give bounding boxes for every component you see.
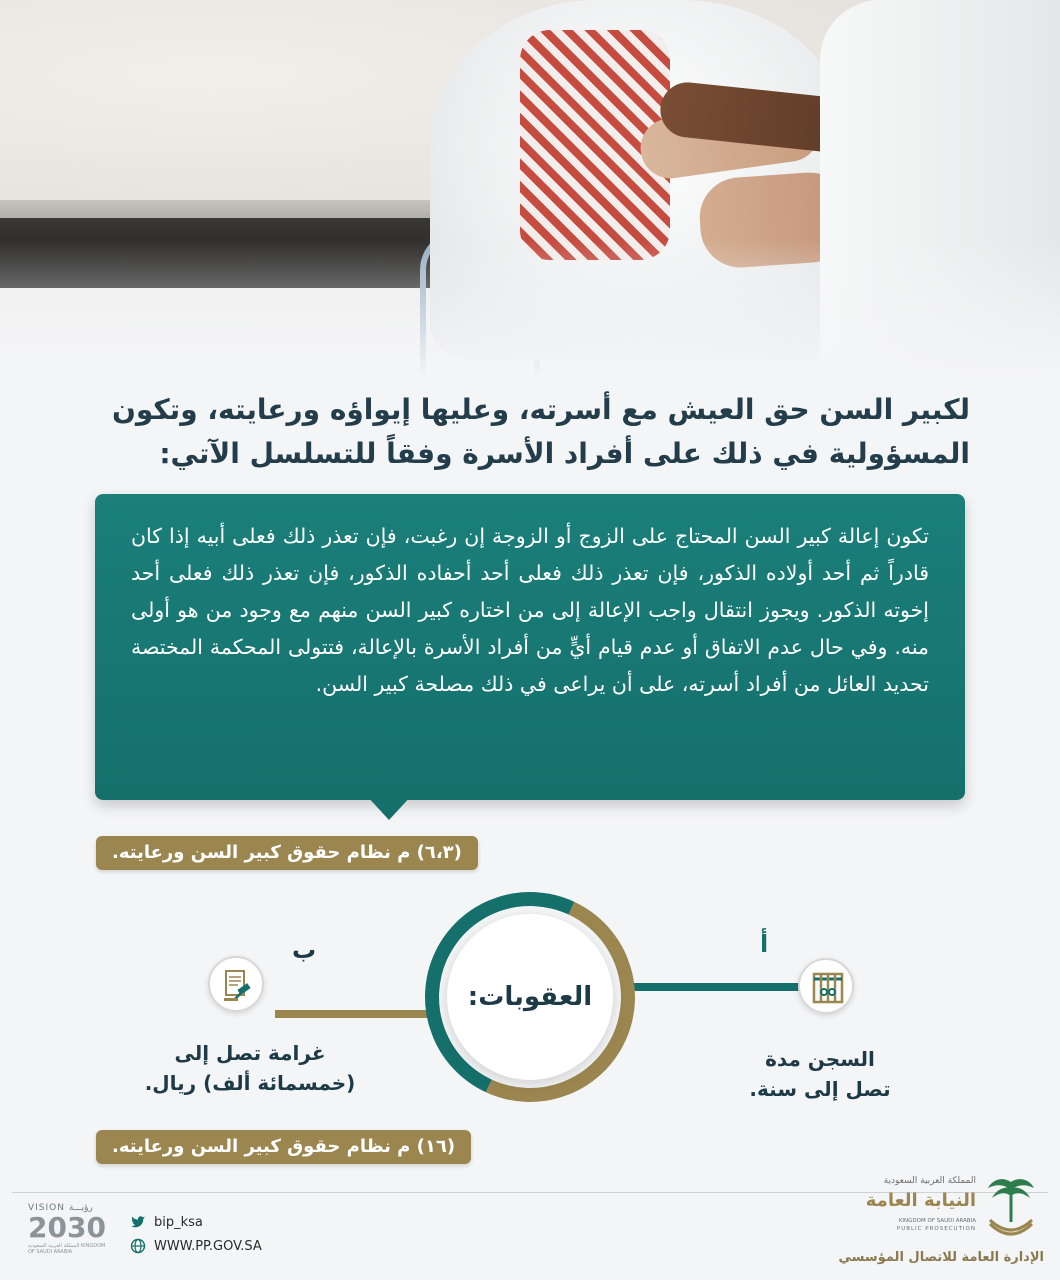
palm-swords-emblem-icon <box>980 1174 1042 1244</box>
prison-bars-icon <box>798 958 854 1014</box>
vision-subtitle: المملكة العربية السعودية KINGDOM OF SAUDI ARABIA <box>28 1243 106 1255</box>
hero-photo <box>0 0 1060 380</box>
twitter-contact[interactable] <box>130 1214 203 1230</box>
twitter-icon <box>130 1214 146 1230</box>
logo-kingdom-en: KINGDOM OF SAUDI ARABIA <box>898 1218 976 1224</box>
penalty-b-line-2: (خمسمائة ألف) ريال. <box>144 1071 356 1095</box>
penalty-a-line-1: السجن مدة <box>765 1047 875 1071</box>
logo-name-ar: النيابة العامة <box>865 1190 976 1211</box>
penalties-diagram <box>0 880 1060 1110</box>
citation-badge-1: (٦،٣) م نظام حقوق كبير السن ورعايته. <box>96 836 478 870</box>
citation-badge-2: (١٦) م نظام حقوق كبير السن ورعايته. <box>96 1130 471 1164</box>
website-contact[interactable] <box>130 1238 262 1254</box>
penalty-a-line-2: تصل إلى سنة. <box>749 1077 891 1101</box>
card-body-text: تكون إعالة كبير السن المحتاج على الزوج أو الزوجة إن رغبت، فإن تعذر ذلك فعلى أبيه إذا كان قادراً ثم أحد أولاده الذكور، فإن تعذر ذلك فعلى أحد أحفاده الذكور، فإن تعذر ذلك فعلى أحد إخوته الذكور. ويجوز انتقال واجب الإعالة إلى من اختاره كبير السن منهم مع وجود من هو أولى منه. وفي حال عدم الاتفاق أو عدم قيام أيٍّ من أفراد الأسرة بالإعالة، فتتولى المحكمة المختصة تحديد العائل من أفراد أسرته، على أن يراعى في ذلك مصلحة كبير السن. <box>131 524 929 696</box>
headline-line-1: لكبير السن حق العيش مع أسرته، وعليها إيواؤه ورعايته، وتكون <box>111 393 970 426</box>
logo-kingdom-ar: المملكة العربية السعودية <box>883 1176 976 1186</box>
text-card <box>95 494 965 800</box>
penalty-a-letter: أ <box>760 930 769 958</box>
twitter-handle: bip_ksa <box>154 1214 203 1230</box>
globe-icon <box>130 1238 146 1254</box>
penalty-b-caption <box>120 1038 380 1098</box>
logo-department: الإدارة العامة للاتصال المؤسسي <box>838 1250 1044 1265</box>
vision-arabic-label: رؤيـــة <box>68 1203 93 1213</box>
gavel-document-icon <box>208 956 264 1012</box>
penalty-a-caption <box>720 1044 920 1104</box>
penalties-title: العقوبات: <box>467 982 593 1012</box>
connector-line-a <box>625 983 805 991</box>
vision-label: VISION <box>28 1203 65 1213</box>
connector-line-b <box>275 1010 435 1018</box>
penalty-b-line-1: غرامة تصل إلى <box>174 1041 326 1065</box>
logo-name-en: PUBLIC PROSECUTION <box>896 1226 976 1232</box>
public-prosecution-logo <box>838 1170 1050 1278</box>
headline-line-2: المسؤولية في ذلك على أفراد الأسرة وفقاً للتسلسل الآتي: <box>159 437 970 470</box>
website-url: WWW.PP.GOV.SA <box>154 1238 262 1254</box>
vision-year: 2030 <box>28 1211 106 1244</box>
vision-2030-logo <box>28 1203 108 1267</box>
penalty-b-letter: ب <box>292 936 317 964</box>
headline <box>90 388 970 476</box>
